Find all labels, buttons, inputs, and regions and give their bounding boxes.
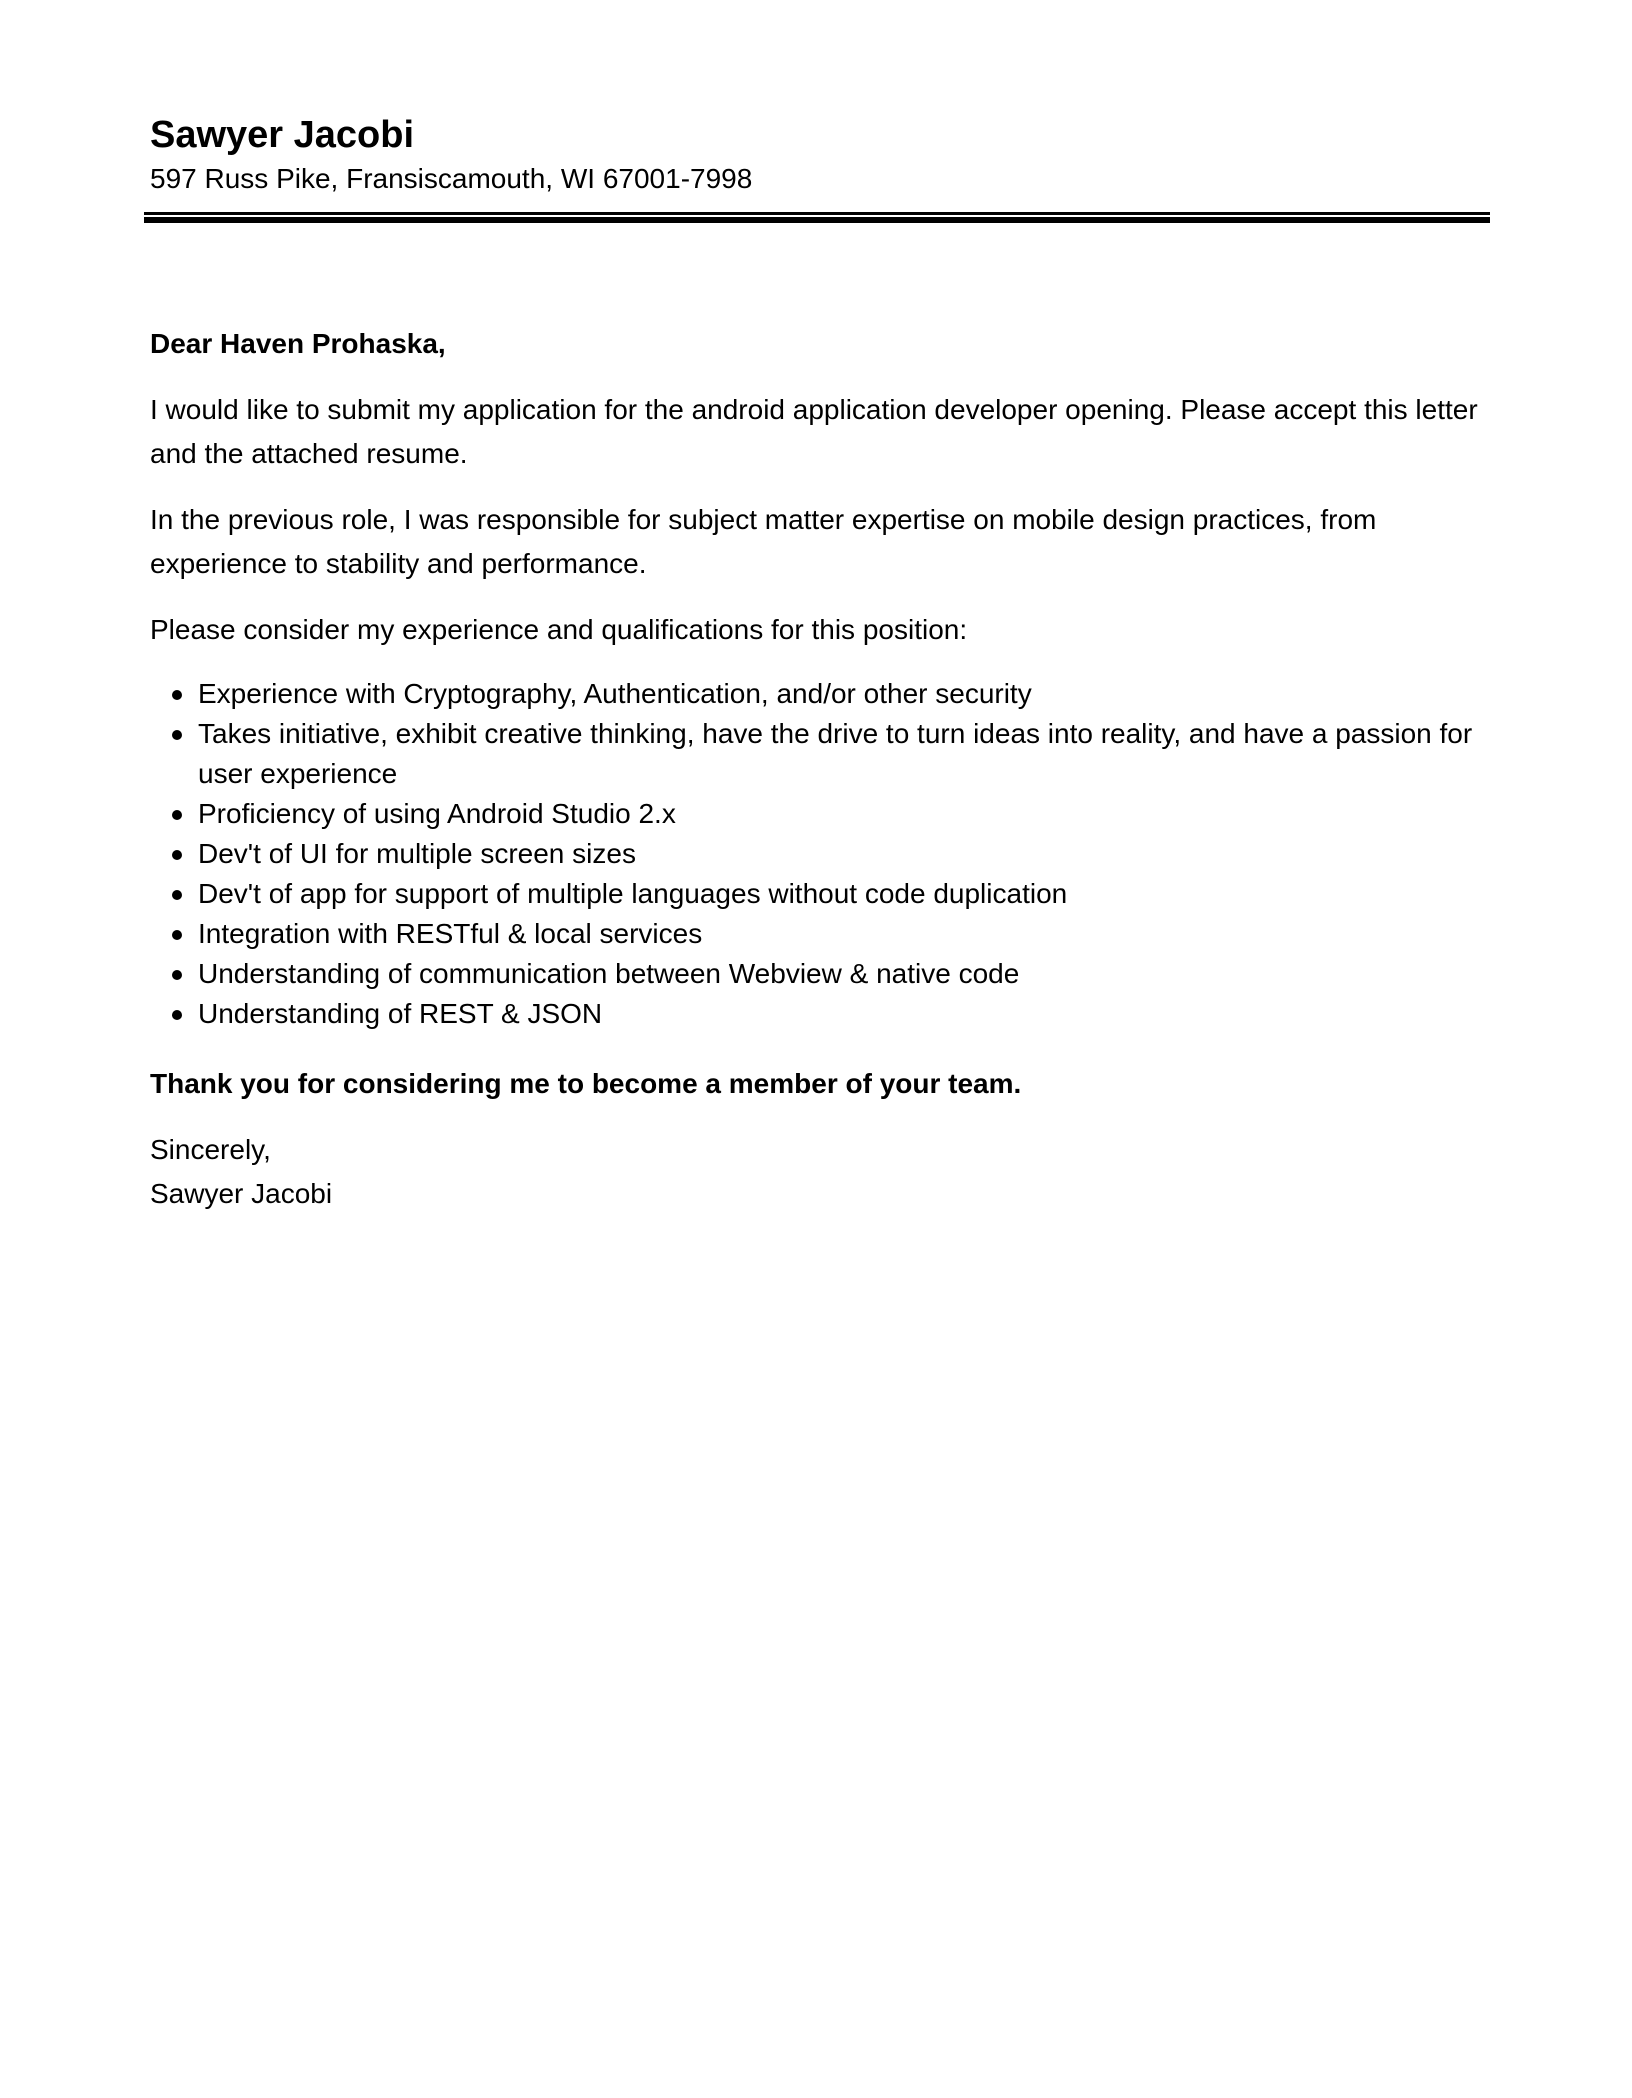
qualifications-list [150,674,1490,1034]
list-item-text: Understanding of communication between Webview & native code [198,958,1020,989]
letter-body [150,322,1490,1216]
sender-name: Sawyer Jacobi [150,114,415,156]
list-item-text: Dev't of app for support of multiple languages without code duplication [198,878,1068,909]
list-item [150,714,1490,794]
header-divider-thin-line [144,212,1490,215]
list-item-text: Integration with RESTful & local services [198,918,703,949]
header-divider [144,212,1490,224]
list-item-text: Experience with Cryptography, Authentication, and/or other security [198,678,1032,709]
bullet-icon [172,810,182,820]
list-item [150,914,1490,954]
bullet-icon [172,1010,182,1020]
paragraph-intro: I would like to submit my application for the android application developer opening. Please accept this letter and the attached resume. [150,394,1478,469]
paragraph-experience: In the previous role, I was responsible for subject matter expertise on mobile design practices, from experience to stability and performance. [150,504,1377,579]
list-item [150,794,1490,834]
bullet-icon [172,890,182,900]
letter-header [150,110,1490,198]
list-item [150,994,1490,1034]
sender-address: 597 Russ Pike, Fransiscamouth, WI 67001-7998 [150,163,753,194]
signoff: Sincerely, [150,1134,271,1165]
list-item [150,874,1490,914]
salutation: Dear Haven Prohaska, [150,328,446,359]
list-item [150,674,1490,714]
closing-statement: Thank you for considering me to become a member of your team. [150,1068,1022,1099]
list-item-text: Proficiency of using Android Studio 2.x [198,798,676,829]
list-item-text: Dev't of UI for multiple screen sizes [198,838,636,869]
list-item-text: Understanding of REST & JSON [198,998,603,1029]
list-item-text: Takes initiative, exhibit creative thinking, have the drive to turn ideas into reality, and have a passion for user experience [198,718,1473,789]
header-divider-thick-line [144,217,1490,223]
bullet-icon [172,970,182,980]
paragraph-qualifications-lead: Please consider my experience and qualifications for this position: [150,614,968,645]
list-item [150,834,1490,874]
bullet-icon [172,730,182,740]
signature-name: Sawyer Jacobi [150,1178,333,1209]
bullet-icon [172,930,182,940]
list-item [150,954,1490,994]
bullet-icon [172,850,182,860]
bullet-icon [172,690,182,700]
